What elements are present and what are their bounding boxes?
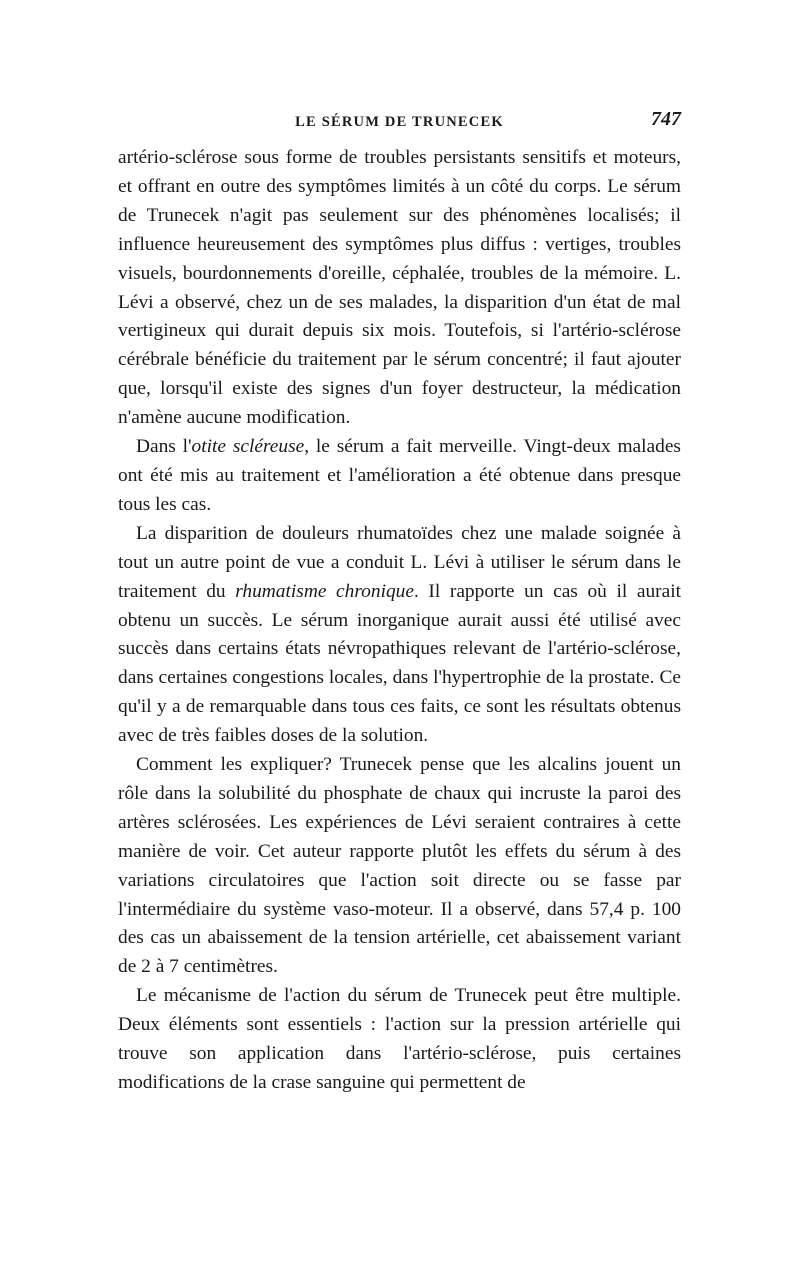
italic-term: rhumatisme chronique xyxy=(235,580,414,602)
paragraph xyxy=(118,144,681,433)
text-run: Comment les expliquer? Trunecek pense que les alcalins jouent un rôle dans la solubilité du phosphate de chaux qui incruste la paroi des artères sclérosées. Les expériences de Lévi seraient contraires à cette manière de voir. Cet auteur rapporte plutôt les effets du sérum à des variations circulatoires que l'action soit directe ou se fasse par l'intermédiaire du système vaso-moteur. Il a observé, dans 57,4 p. 100 des cas un abaissement de la tension artérielle, cet abaissement variant de 2 à 7 centimètres. xyxy=(118,754,681,978)
paragraph xyxy=(118,751,681,982)
text-run: , le sérum a fait merveille. Vingt-deux malades ont été mis au traitement et l'amélioration a été obtenue dans presque tous les cas. xyxy=(118,436,681,515)
text-run: artério-sclérose sous forme de troubles persistants sensitifs et moteurs, et offrant en outre des symptômes limités à un côté du corps. Le sérum de Trunecek n'agit pas seulement sur des phénomènes localisés; il influence heureusement des symptômes plus diffus : vertiges, troubles visuels, bourdonnements d'oreille, céphalée, troubles de la mémoire. L. Lévi a observé, chez un de ses malades, la disparition d'un état de mal vertigineux qui durait depuis six mois. Toutefois, si l'artério-sclérose cérébrale bénéficie du traitement par le sérum concentré; il faut ajouter que, lorsqu'il existe des signes d'un foyer destructeur, la médication n'amène aucune modification. xyxy=(118,147,681,429)
running-head xyxy=(118,108,681,136)
body-text xyxy=(118,144,681,1098)
text-run: La disparition de douleurs rhumatoïdes chez une malade soignée à tout un autre point de vue a conduit L. Lévi à utiliser le sérum dans le traitement du xyxy=(118,522,681,602)
paragraph xyxy=(118,982,681,1098)
text-run: Dans l' xyxy=(136,436,192,458)
running-title: LE SÉRUM DE TRUNECEK xyxy=(295,114,504,130)
italic-term: otite scléreuse xyxy=(191,436,305,458)
book-page xyxy=(118,108,681,1098)
paragraph xyxy=(118,433,681,520)
paragraph xyxy=(118,520,681,751)
text-run: Le mécanisme de l'action du sérum de Trunecek peut être multiple. Deux éléments sont essentiels : l'action sur la pression artérielle qui trouve son application dans l'artério-sclérose, puis certaines modifications de la crase sanguine qui permettent de xyxy=(118,985,681,1093)
page-number: 747 xyxy=(651,108,681,130)
text-run: . Il rapporte un cas où il aurait obtenu un succès. Le sérum inorganique aurait aussi été utilisé avec succès dans certains états névropathiques relevant de l'artério-sclérose, dans certaines congestions locales, dans l'hypertrophie de la prostate. Ce qu'il y a de remarquable dans tous ces faits, ce sont les résultats obtenus avec de très faibles doses de la solution. xyxy=(118,580,681,747)
